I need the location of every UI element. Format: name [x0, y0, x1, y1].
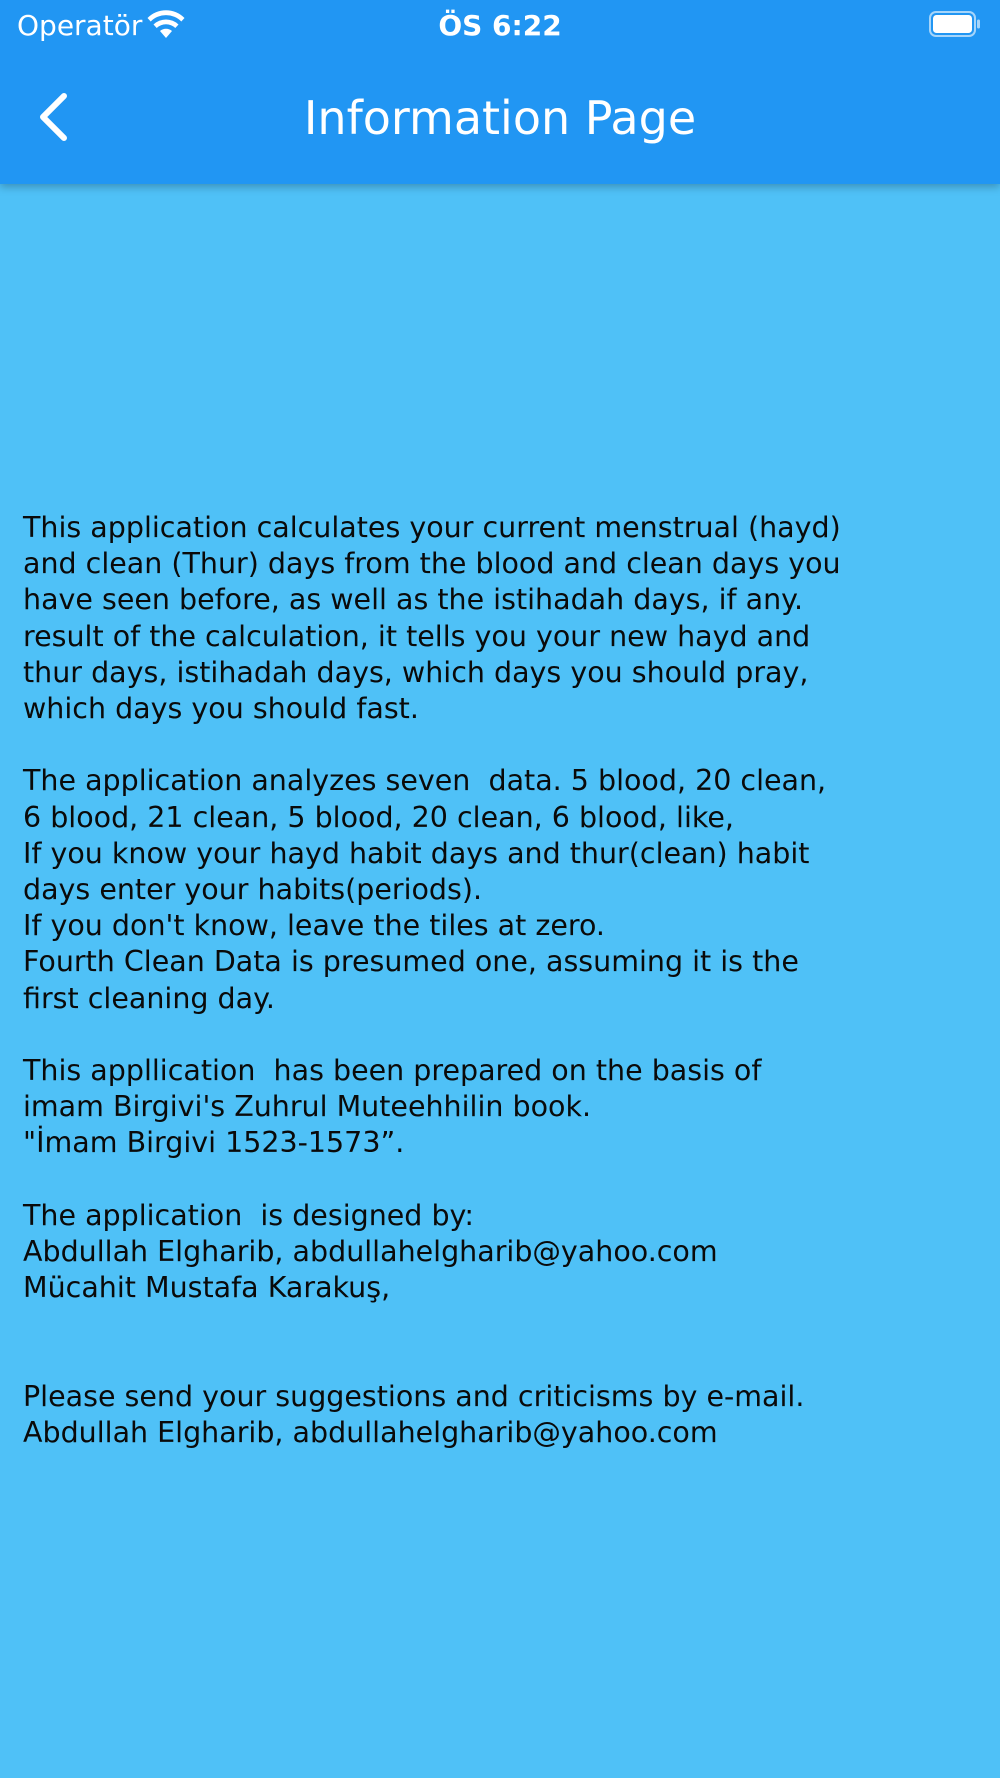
status-bar: [0, 0, 1000, 52]
information-text: This application calculates your current menstrual (hayd) and clean (Thur) days from the blood and clean days you have seen before, as well as the istihadah days, if any. result of the calculation, it tells you your new hayd and thur days, istihadah days, which days you should pray, which days you should fast. The application analyzes seven data. 5 blood, 20 clean, 6 blood, 21 clean, 5 blood, 20 clean, 6 blood, like, If you know your hayd habit days and thur(clean) habit days enter your habits(periods). If you don't know, leave the tiles at zero. Fourth Clean Data is presumed one, assuming it is the first cleaning day. This appllication has been prepared on the basis of imam Birgivi's Zuhrul Muteehhilin book. "İmam Birgivi 1523-1573”. The application is designed by: Abdullah Elgharib, abdullahelgharib@yahoo.com Mücahit Mustafa Karakuş, Please send your suggestions and criticisms by e-mail. Abdullah Elgharib, abdullahelgharib@yahoo.com: [23, 511, 841, 1450]
battery-icon: [929, 11, 981, 37]
app-bar: [0, 0, 1000, 184]
clock-label: ÖS 6:22: [438, 9, 562, 42]
carrier-label: Operatör: [17, 9, 143, 42]
page-title: Information Page: [303, 91, 697, 145]
navigation-bar: [0, 52, 1000, 184]
